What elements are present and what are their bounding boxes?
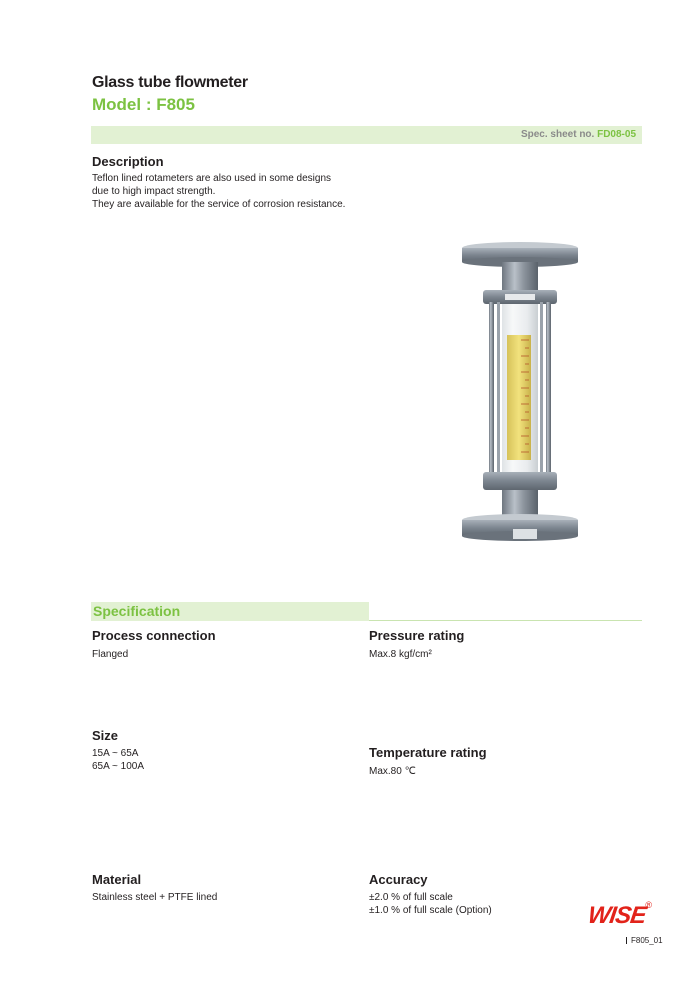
- spec-value: Stainless steel + PTFE lined: [92, 892, 218, 903]
- spec-value: Flanged: [92, 649, 129, 660]
- registered-mark: ®: [645, 900, 652, 910]
- page-code: [626, 936, 663, 945]
- spec-value-line: 65A ~ 100A: [92, 761, 144, 772]
- description-heading: Description: [92, 154, 164, 169]
- specification-heading: Specification: [93, 603, 181, 619]
- spec-heading: Size: [92, 728, 119, 743]
- page-code-divider: [626, 937, 627, 944]
- spec-process-connection: [92, 628, 216, 661]
- spec-pressure-rating: [369, 628, 464, 661]
- specification-divider: [369, 620, 642, 621]
- spec-heading: Temperature rating: [369, 745, 487, 760]
- spec-value: Max.8 kgf/cm²: [369, 649, 432, 660]
- spec-sheet-number: [521, 129, 636, 140]
- description-line: due to high impact strength.: [92, 186, 216, 197]
- spec-accuracy: [369, 872, 492, 917]
- description-text: [92, 172, 345, 211]
- spec-value: Max.80 ℃: [369, 766, 416, 777]
- flowmeter-product-image: [455, 240, 585, 550]
- spec-heading: Process connection: [92, 628, 216, 643]
- spec-value-line: 15A ~ 65A: [92, 748, 139, 759]
- spec-temperature-rating: [369, 745, 487, 778]
- spec-value-line: ±2.0 % of full scale: [369, 892, 453, 903]
- spec-size: [92, 728, 144, 773]
- model-name: Model : F805: [92, 95, 195, 114]
- spec-heading: Material: [92, 872, 142, 887]
- document-title: Glass tube flowmeter: [92, 74, 248, 91]
- logo-text: WISE: [586, 902, 648, 929]
- spec-value: [92, 747, 144, 773]
- spec-material: [92, 872, 217, 904]
- spec-heading: Pressure rating: [369, 628, 465, 643]
- spec-sheet-code: FD08-05: [597, 129, 636, 140]
- spec-sheet-label: Spec. sheet no.: [520, 129, 598, 140]
- spec-sheet-bar: [91, 126, 642, 144]
- specification-heading-bar: [91, 602, 369, 621]
- description-line: They are available for the service of corrosion resistance.: [92, 199, 346, 210]
- spec-value: [369, 891, 492, 917]
- spec-value-line: ±1.0 % of full scale (Option): [369, 905, 492, 916]
- description-line: Teflon lined rotameters are also used in some designs: [92, 173, 332, 184]
- page-code-text: F805_01: [631, 936, 663, 945]
- spec-heading: Accuracy: [369, 872, 428, 887]
- wise-logo: [588, 902, 652, 930]
